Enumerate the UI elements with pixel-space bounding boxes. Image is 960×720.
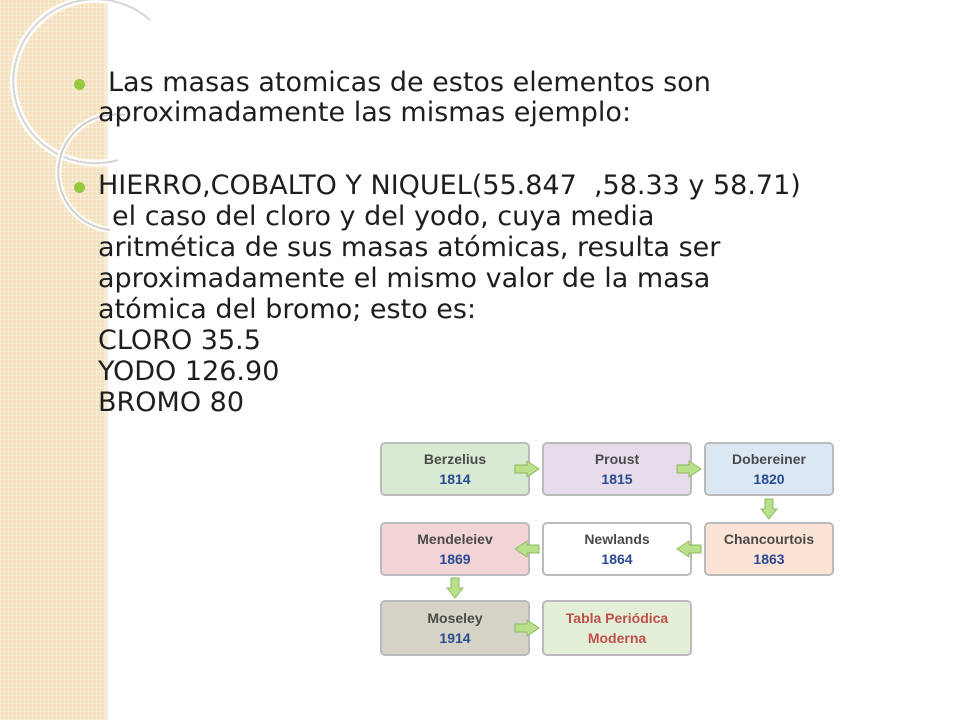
node-name: Dobereiner bbox=[732, 451, 806, 467]
bullet2-line: el caso del cloro y del yodo, cuya media bbox=[112, 201, 655, 232]
timeline-node-chancourtois bbox=[704, 522, 834, 576]
bullet-ejemplo-elementos bbox=[70, 170, 890, 418]
bullet2-line: HIERRO,COBALTO Y NIQUEL(55.847 ,58.33 y 58.71) bbox=[98, 170, 801, 201]
bullet2-line: YODO 126.90 bbox=[98, 356, 280, 387]
node-name: Berzelius bbox=[423, 451, 487, 467]
arrow-right-icon bbox=[514, 460, 540, 478]
node-year: Moderna bbox=[587, 630, 647, 646]
slide-content bbox=[70, 68, 890, 418]
bullet2-line: aritmética de sus masas atómicas, resulta ser bbox=[98, 232, 721, 263]
arrow-down-icon bbox=[446, 577, 464, 599]
timeline-node-berzelius bbox=[380, 442, 530, 496]
node-name: Proust bbox=[594, 451, 640, 467]
timeline-node-newlands bbox=[542, 522, 692, 576]
node-name: Newlands bbox=[584, 531, 650, 547]
arrow-left-icon bbox=[514, 540, 540, 558]
node-year: 1914 bbox=[439, 630, 471, 646]
node-name: Tabla Periódica bbox=[565, 610, 669, 626]
timeline-node-tabla-periodica bbox=[542, 600, 692, 656]
timeline-node-moseley bbox=[380, 600, 530, 656]
bullet2-line: BROMO 80 bbox=[98, 387, 245, 418]
node-year: 1869 bbox=[439, 551, 471, 567]
bullet2-line: aproximadamente el mismo valor de la masa bbox=[98, 263, 711, 294]
node-year: 1820 bbox=[753, 471, 785, 487]
arrow-down-icon bbox=[760, 498, 778, 520]
arrow-left-icon bbox=[676, 540, 702, 558]
bullet-dot-icon bbox=[74, 182, 85, 193]
bullet1-line: aproximadamente las mismas ejemplo: bbox=[98, 97, 632, 128]
periodic-table-timeline bbox=[370, 428, 840, 668]
timeline-node-proust bbox=[542, 442, 692, 496]
node-year: 1814 bbox=[439, 471, 471, 487]
bullet2-line: CLORO 35.5 bbox=[98, 325, 261, 356]
node-name: Chancourtois bbox=[723, 531, 815, 547]
bullet2-line: atómica del bromo; esto es: bbox=[98, 294, 477, 325]
node-name: Moseley bbox=[427, 610, 483, 626]
bullet-masas-atomicas bbox=[70, 68, 890, 128]
node-year: 1863 bbox=[753, 551, 785, 567]
bullet1-line: Las masas atomicas de estos elementos son bbox=[108, 67, 711, 98]
bullet-dot-icon bbox=[74, 79, 85, 90]
node-name: Mendeleiev bbox=[417, 531, 493, 547]
arrow-right-icon bbox=[514, 619, 540, 637]
timeline-node-mendeleiev bbox=[380, 522, 530, 576]
arrow-right-icon bbox=[676, 460, 702, 478]
timeline-node-dobereiner bbox=[704, 442, 834, 496]
node-year: 1815 bbox=[601, 471, 633, 487]
node-year: 1864 bbox=[601, 551, 633, 567]
